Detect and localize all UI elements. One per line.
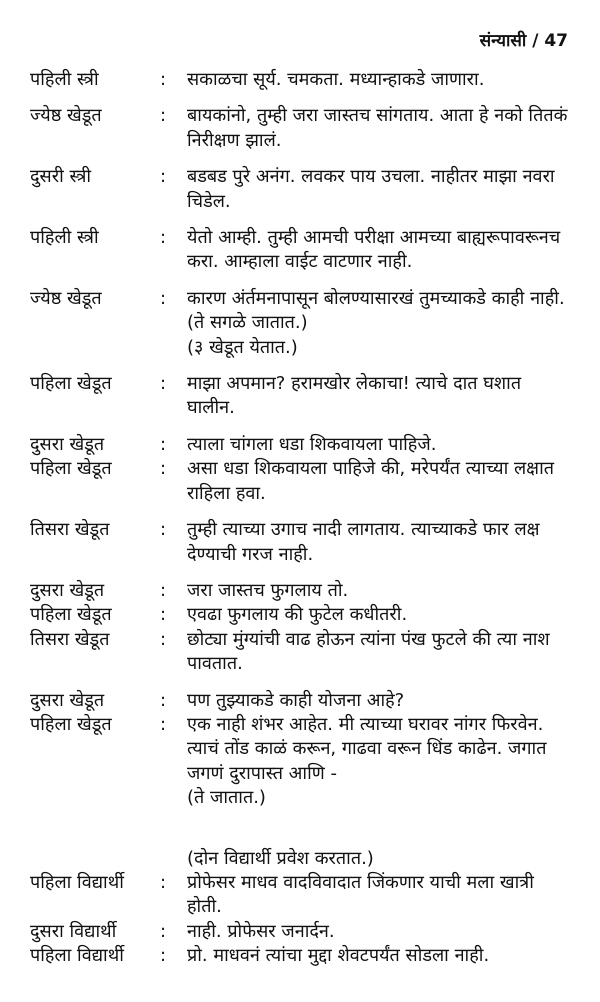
dialogue-text: बायकांनो, तुम्ही जरा जास्तच सांगताय. आता हे नको तितकं निरीक्षण झालं. [187, 105, 568, 151]
separator: : [160, 871, 167, 893]
dialogue-text: पण तुझ्याकडे काही योजना आहे? [187, 689, 405, 711]
separator: : [160, 628, 167, 650]
dialogue-line [30, 433, 570, 457]
speaker-name: तिसरा खेडूत [30, 519, 110, 541]
speaker-name: पहिला खेडूत [30, 458, 112, 480]
separator: : [160, 689, 167, 711]
page-header: संन्यासी / 47 [479, 31, 568, 51]
speaker-name: पहिली स्त्री [30, 227, 99, 249]
dialogue-line [30, 628, 570, 677]
dialogue-text: सकाळचा सूर्य. चमकता. मध्यान्हाकडे जाणारा. [187, 69, 485, 90]
dialogue-text: एवढा फुगलाय की फुटेल कधीतरी. [187, 604, 408, 626]
dialogue-text: बडबड पुरे अनंग. लवकर पाय उचला. नाहीतर माझा नवरा चिडेल. [187, 166, 555, 212]
separator: : [160, 227, 167, 249]
dialogue-line [30, 579, 570, 603]
dialogue-line [30, 518, 570, 567]
speaker-name: पहिला विद्यार्थी [30, 871, 124, 893]
dialogue-line [30, 457, 570, 506]
separator: : [160, 579, 167, 601]
dialogue-line [30, 226, 570, 275]
dialogue-line [30, 944, 570, 968]
dialogue-text: असा धडा शिकवायला पाहिजे की, मरेपर्यंत त्याच्या लक्षात राहिला हवा. [187, 458, 554, 504]
dialogue-text: एक नाही शंभर आहेत. मी त्याच्या घरावर नांगर फिरवेन. त्याचं तोंड काळं करून, गाढवा वरून धिंड काढेन. जगात जगणं दुरापास्त आणि - [187, 713, 547, 784]
dialogue-line [30, 165, 570, 214]
stage-direction: (दोन विद्यार्थी प्रवेश करतात.) [187, 847, 374, 869]
dialogue-text: जरा जास्तच फुगलाय तो. [187, 579, 349, 601]
separator: : [160, 373, 167, 395]
dialogue-text: नाही. प्रोफेसर जनार्दन. [187, 920, 335, 942]
speaker-name: दुसरा विद्यार्थी [30, 920, 117, 942]
dialogue-line [30, 713, 570, 786]
speaker-name: तिसरा खेडूत [30, 628, 110, 650]
play-script [30, 68, 570, 969]
dialogue-line [30, 603, 570, 627]
dialogue-line [30, 372, 570, 421]
separator: : [160, 519, 167, 541]
speaker-name: पहिला खेडूत [30, 604, 112, 626]
stage-direction: (ते जातात.) [187, 787, 266, 809]
dialogue-text: प्रोफेसर माधव वादविवादात जिंकणार याची मला खात्री होती. [187, 871, 534, 918]
dialogue-text: त्याला चांगला धडा शिकवायला पाहिजे. [187, 433, 437, 455]
dialogue-line [30, 689, 570, 713]
speaker-name: दुसरा खेडूत [30, 689, 105, 711]
dialogue-line [30, 920, 570, 944]
dialogue-text: येतो आम्ही. तुम्ही आमची परीक्षा आमच्या बाह्यरूपावरूनच करा. आम्हाला वाईट वाटणार नाही. [187, 227, 561, 273]
speaker-name: ज्येष्ठ खेडूत [30, 287, 102, 309]
dialogue-text: कारण अंर्तमनापासून बोलण्यासारखं तुमच्याकडे काही नाही. [187, 287, 565, 309]
speaker-name: पहिला खेडूत [30, 713, 112, 735]
separator: : [160, 287, 167, 309]
speaker-name: पहिली स्त्री [30, 69, 99, 90]
speaker-name: पहिला विद्यार्थी [30, 945, 124, 967]
separator: : [160, 945, 167, 967]
dialogue-line [30, 104, 570, 153]
separator: : [160, 105, 167, 127]
separator: : [160, 713, 167, 735]
separator: : [160, 458, 167, 480]
speaker-name: दुसरी स्त्री [30, 166, 92, 188]
dialogue-text: छोट्या मुंग्यांची वाढ होऊन त्यांना पंख फुटले की त्या नाश पावतात. [187, 628, 550, 675]
speaker-name: पहिला खेडूत [30, 373, 112, 395]
dialogue-line [30, 287, 570, 311]
speaker-name: दुसरा खेडूत [30, 579, 105, 601]
separator: : [160, 69, 167, 90]
dialogue-text: तुम्ही त्याच्या उगाच नादी लागताय. त्याच्याकडे फार लक्ष देण्याची गरज नाही. [187, 519, 540, 565]
separator: : [160, 920, 167, 942]
stage-direction: (३ खेडूत येतात.) [187, 336, 298, 358]
stage-direction: (ते सगळे जातात.) [187, 312, 308, 334]
separator: : [160, 166, 167, 188]
speaker-name: ज्येष्ठ खेडूत [30, 105, 102, 127]
separator: : [160, 433, 167, 455]
dialogue-text: माझा अपमान? हरामखोर लेकाचा! त्याचे दात घशात घालीन. [187, 373, 522, 419]
dialogue-line [30, 68, 570, 92]
dialogue-text: प्रो. माधवनं त्यांचा मुद्दा शेवटपर्यंत सोडला नाही. [187, 945, 490, 967]
dialogue-line [30, 871, 570, 920]
separator: : [160, 604, 167, 626]
speaker-name: दुसरा खेडूत [30, 433, 105, 455]
